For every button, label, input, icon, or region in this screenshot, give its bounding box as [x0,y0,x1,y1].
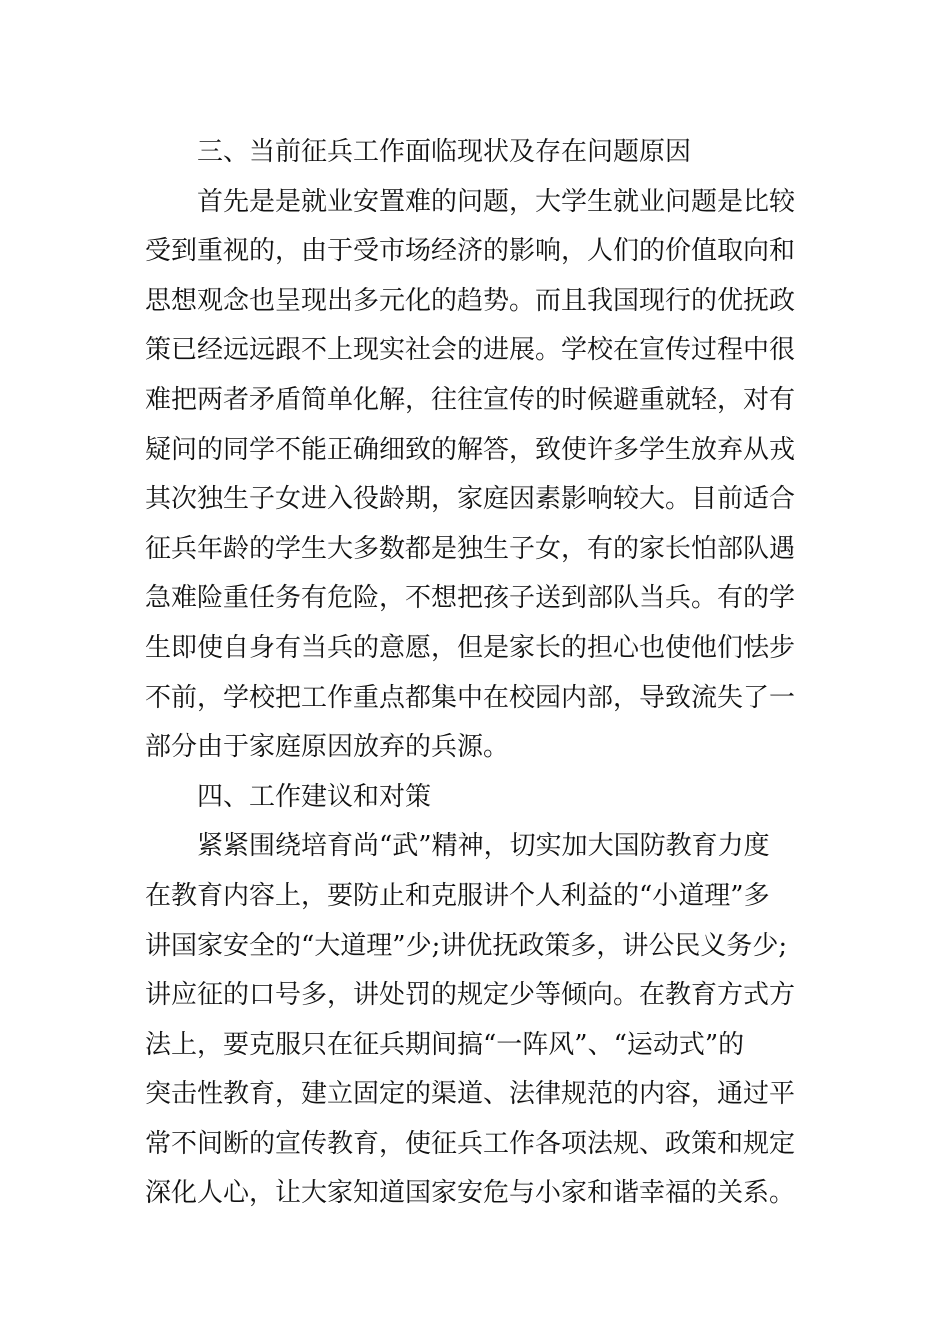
paragraph-line: 在教育内容上，要防止和克服讲个人利益的“小道理”多 [145,880,770,911]
paragraph-line: 深化人心，让大家知道国家安危与小家和谐幸福的关系。 [145,1178,796,1209]
paragraph-line: 讲应征的口号多，讲处罚的规定少等倾向。在教育方式方 [145,980,796,1011]
paragraph-line: 急难险重任务有危险，不想把孩子送到部队当兵。有的学 [145,583,796,614]
paragraph-line: 受到重视的，由于受市场经济的影响，人们的价值取向和 [145,236,796,267]
paragraph-line: 生即使自身有当兵的意愿，但是家长的担心也使他们怯步 [145,632,796,663]
section-heading-3: 三、当前征兵工作面临现状及存在问题原因 [197,137,692,167]
paragraph-line: 紧紧围绕培育尚“武”精神，切实加大国防教育力度 [197,831,770,862]
paragraph-line: 策已经远远跟不上现实社会的进展。学校在宣传过程中很 [145,335,796,366]
document-body [145,128,825,1219]
paragraph-line: 突击性教育，建立固定的渠道、法律规范的内容，通过平 [145,1079,796,1110]
section-heading-4: 四、工作建议和对策 [197,781,432,812]
paragraph-line: 部分由于家庭原因放弃的兵源。 [145,732,510,763]
paragraph-line: 法上，要克服只在征兵期间搞“一阵风”、“运动式”的 [145,1029,745,1060]
paragraph-line: 常不间断的宣传教育，使征兵工作各项法规、政策和规定 [145,1128,796,1159]
paragraph-line: 讲国家安全的“大道理”少;讲优抚政策多，讲公民义务少; [145,930,788,961]
paragraph-line: 不前，学校把工作重点都集中在校园内部，导致流失了一 [145,682,796,713]
paragraph-line: 首先是是就业安置难的问题，大学生就业问题是比较 [197,186,796,217]
paragraph-line: 疑问的同学不能正确细致的解答，致使许多学生放弃从戎 [145,434,796,465]
paragraph-line: 思想观念也呈现出多元化的趋势。而且我国现行的优抚政 [145,285,796,316]
paragraph-line: 难把两者矛盾简单化解，往往宣传的时候避重就轻，对有 [145,384,796,415]
paragraph-line: 征兵年龄的学生大多数都是独生子女，有的家长怕部队遇 [145,533,796,564]
paragraph-line: 其次独生子女进入役龄期，家庭因素影响较大。目前适合 [145,484,796,515]
